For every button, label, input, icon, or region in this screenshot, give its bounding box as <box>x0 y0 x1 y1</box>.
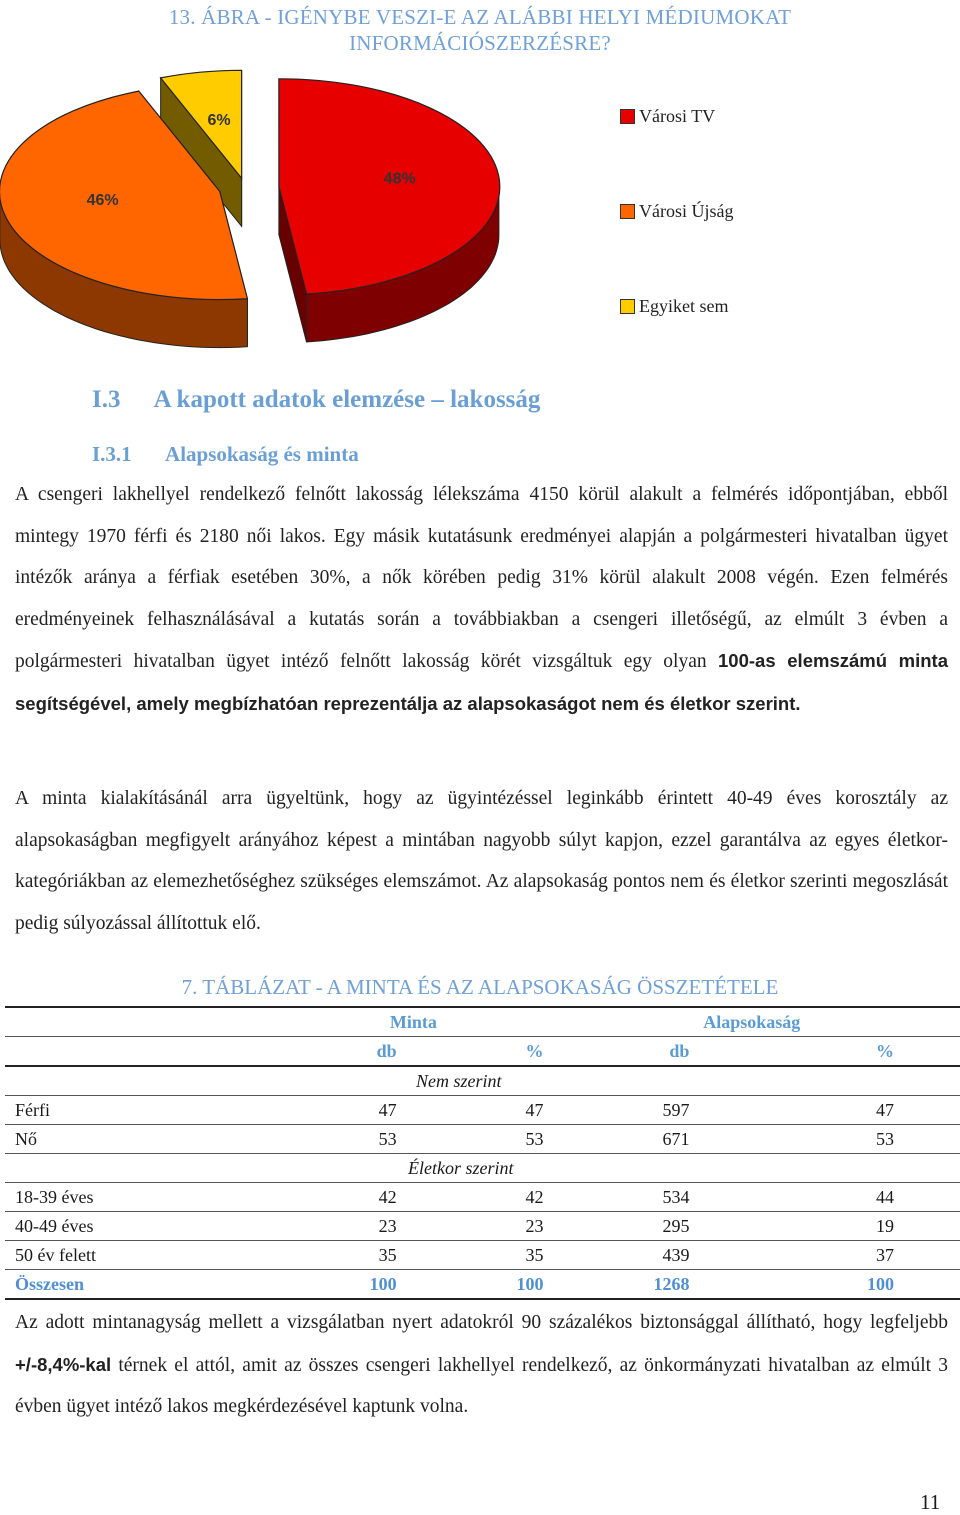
cell-pct-alap: 44 <box>689 1183 960 1212</box>
cell-db-alap: 597 <box>544 1096 690 1125</box>
table-row <box>5 1183 960 1212</box>
total-db-minta: 100 <box>283 1270 397 1300</box>
cell-db-minta: 47 <box>283 1096 397 1125</box>
paragraph-population-text: A csengeri lakhellyel rendelkező felnőtt lakosság lélekszáma 4150 körül alakult a felmérés időpontjában, ebből mintegy 1970 férfi és 2180 női lakos. Egy másik kutatásunk eredményei alapján a polgármesteri hivatalban ügyet intézők aránya a férfiak esetében 30%, a nők körében pedig 31% körül alakult 2008 végén. Ezen felmérés eredményeinek felhasználásával a kutatás során a továbbiakban a csengeri illetőségű, az elmúlt 3 évben a polgármesteri hivatalban ügyet intéző felnőtt lakosság körét vizsgáltuk egy olyan <box>15 484 948 672</box>
legend-swatch-egyiket-sem <box>620 299 635 314</box>
cell-pct-minta: 42 <box>397 1183 544 1212</box>
page-number: 11 <box>920 1490 940 1515</box>
cell-db-alap: 439 <box>544 1241 690 1270</box>
total-pct-alap: 100 <box>689 1270 960 1300</box>
table-group-row <box>5 1066 960 1096</box>
cell-db-alap: 534 <box>544 1183 690 1212</box>
paragraph-confidence-text-c: térnek el attól, amit az összes csengeri lakhellyel rendelkező, az önkormányzati hivatalban az elmúlt 3 évben ügyet intéző lakos megkérdezésével kaptunk volna. <box>15 1355 948 1418</box>
row-label: 50 év felett <box>5 1241 283 1270</box>
total-pct-minta: 100 <box>397 1270 544 1300</box>
pie-label-v-rosi-js-g: 46% <box>87 192 119 209</box>
cell-db-minta: 42 <box>283 1183 397 1212</box>
header-minta: Minta <box>283 1007 543 1037</box>
paragraph-population <box>15 474 948 726</box>
cell-db-alap: 295 <box>544 1212 690 1241</box>
table-row <box>5 1241 960 1270</box>
legend-label-varosi-ujsag: Városi Újság <box>639 201 733 222</box>
cell-pct-minta: 35 <box>397 1241 544 1270</box>
pie-chart <box>0 0 960 350</box>
cell-pct-minta: 47 <box>397 1096 544 1125</box>
cell-pct-alap: 19 <box>689 1212 960 1241</box>
header-db-alap: db <box>544 1037 690 1067</box>
header-alapsokasag: Alapsokaság <box>544 1007 960 1037</box>
total-db-alap: 1268 <box>544 1270 690 1300</box>
table-row <box>5 1212 960 1241</box>
paragraph-confidence-text-a: Az adott mintanagyság mellett a vizsgálatban nyert adatokról 90 százalékos biztonsággal állítható, hogy legfeljebb <box>15 1312 948 1333</box>
legend-item-varosi-ujsag <box>620 201 733 222</box>
pie-label-v-rosi-tv: 48% <box>384 170 416 187</box>
paragraph-sample-text: A minta kialakításánál arra ügyeltünk, hogy az ügyintézéssel leginkább érintett 40-49 éves korosztály az alapsokaságban megfigyelt arányához képest a mintában nagyobb súlyt kapjon, ezzel garantálva az egyes életkor-kategóriákban az elemezhetőséghez szükséges elemszámot. Az alapsokaság pontos nem és életkor szerinti megoszlását pedig súlyozással állítottuk elő. <box>15 788 948 934</box>
header-pct-minta: % <box>397 1037 544 1067</box>
legend-item-varosi-tv <box>620 106 715 127</box>
table-row <box>5 1125 960 1154</box>
row-label: 40-49 éves <box>5 1212 283 1241</box>
cell-pct-minta: 23 <box>397 1212 544 1241</box>
cell-pct-alap: 37 <box>689 1241 960 1270</box>
total-label: Összesen <box>5 1270 283 1300</box>
paragraph-population-bold: 100-as elemszámú minta segítségével, amely megbízhatóan reprezentálja az alapsokaságot nem és életkor szerint. <box>15 650 948 714</box>
legend-label-varosi-tv: Városi TV <box>639 106 715 127</box>
composition-table <box>5 1006 960 1300</box>
header-db-minta: db <box>283 1037 397 1067</box>
table-row <box>5 1096 960 1125</box>
group-nem-szerint: Nem szerint <box>5 1066 544 1096</box>
paragraph-sample <box>15 778 948 944</box>
table-total-row <box>5 1270 960 1300</box>
legend-swatch-varosi-ujsag <box>620 204 635 219</box>
legend-item-egyiket-sem <box>620 296 728 317</box>
table-caption: 7. TÁBLÁZAT - A MINTA ÉS AZ ALAPSOKASÁG ÖSSZETÉTELE <box>0 975 960 1000</box>
cell-pct-alap: 47 <box>689 1096 960 1125</box>
subsection-heading-title: Alapsokaság és minta <box>165 442 359 466</box>
paragraph-confidence-bold: +/-8,4%-kal <box>15 1354 111 1375</box>
legend-label-egyiket-sem: Egyiket sem <box>639 296 728 317</box>
table-header-columns <box>5 1037 960 1067</box>
legend-swatch-varosi-tv <box>620 109 635 124</box>
cell-pct-minta: 53 <box>397 1125 544 1154</box>
section-heading <box>92 386 540 414</box>
row-label: 18-39 éves <box>5 1183 283 1212</box>
row-label: Nő <box>5 1125 283 1154</box>
cell-db-minta: 35 <box>283 1241 397 1270</box>
figure-caption-line1: 13. ÁBRA - IGÉNYBE VESZI-E AZ ALÁBBI HELYI MÉDIUMOKAT <box>0 4 960 30</box>
cell-db-alap: 671 <box>544 1125 690 1154</box>
subsection-heading-number: I.3.1 <box>92 442 132 466</box>
cell-db-minta: 53 <box>283 1125 397 1154</box>
paragraph-confidence <box>15 1302 948 1428</box>
section-heading-title: A kapott adatok elemzése – lakosság <box>154 386 541 413</box>
group-eletkor-szerint: Életkor szerint <box>5 1154 544 1183</box>
header-pct-alap: % <box>689 1037 960 1067</box>
section-heading-number: I.3 <box>92 386 120 413</box>
row-label: Férfi <box>5 1096 283 1125</box>
cell-pct-alap: 53 <box>689 1125 960 1154</box>
table-group-row <box>5 1154 960 1183</box>
subsection-heading <box>92 442 359 467</box>
pie-label-egyiket-sem: 6% <box>207 112 230 129</box>
cell-db-minta: 23 <box>283 1212 397 1241</box>
table-header-groups <box>5 1007 960 1037</box>
figure-caption-line2: INFORMÁCIÓSZERZÉSRE? <box>0 30 960 56</box>
